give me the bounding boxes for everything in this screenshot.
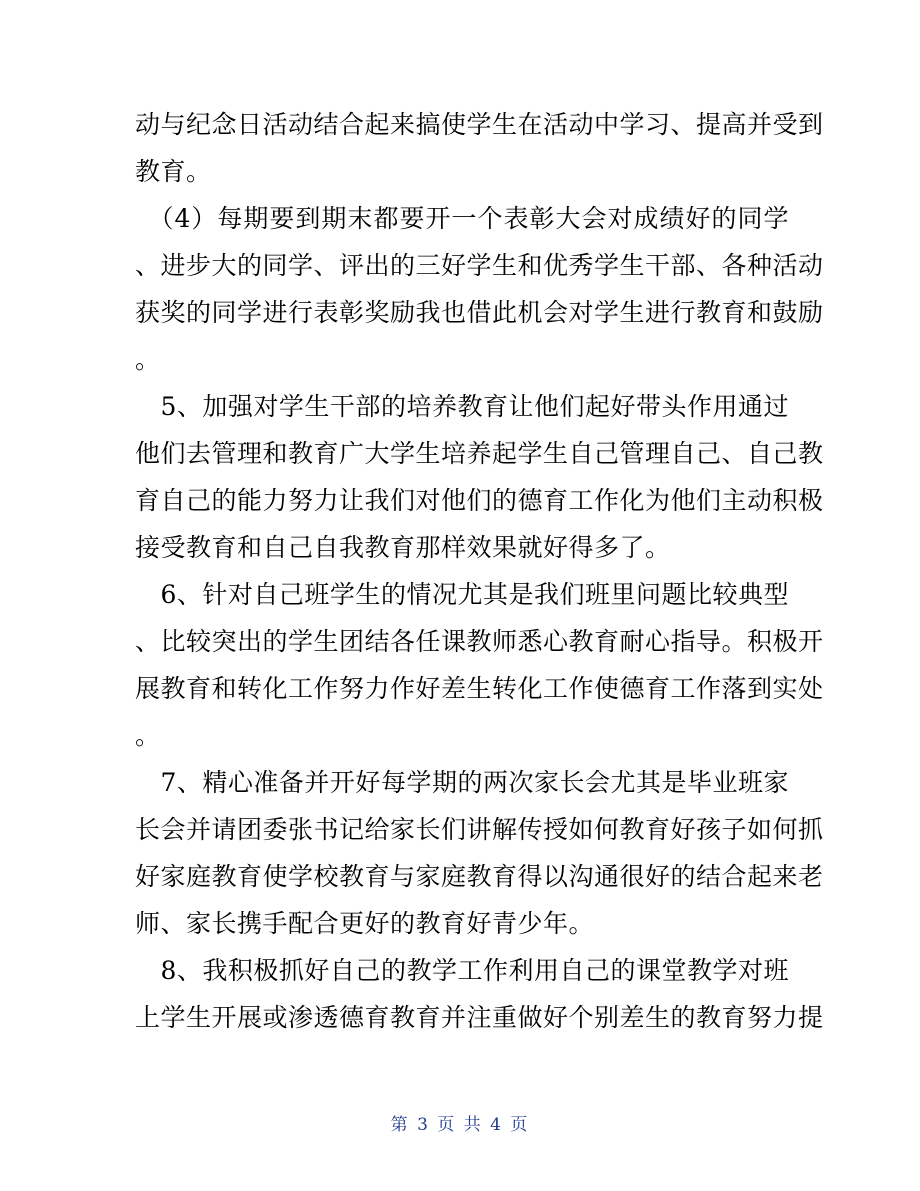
text-line: 。 <box>135 721 161 750</box>
text-line: 、进步大的同学、评出的三好学生和优秀学生干部、各种活动 <box>135 251 824 280</box>
text-line: 他们去管理和教育广大学生培养起学生自己管理自己、自己教 <box>135 439 824 468</box>
text-line: 5、加强对学生干部的培养教育让他们起好带头作用通过 <box>135 392 789 421</box>
paragraph-3 <box>135 383 824 571</box>
text-line: 师、家长携手配合更好的教育好青少年。 <box>135 909 595 938</box>
page-number-footer: 第 3 页 共 4 页 <box>390 1115 530 1135</box>
text-line: 获奖的同学进行表彰奖励我也借此机会对学生进行教育和鼓励 <box>135 298 824 327</box>
paragraph-5 <box>135 759 824 947</box>
text-line: （4）每期要到期末都要开一个表彰大会对成绩好的同学 <box>135 204 789 233</box>
text-line: 7、精心准备并开好每学期的两次家长会尤其是毕业班家 <box>135 768 789 797</box>
text-line: 。 <box>135 345 161 374</box>
text-line: 6、针对自己班学生的情况尤其是我们班里问题比较典型 <box>135 580 789 609</box>
document-body <box>135 101 824 1041</box>
text-line: 接受教育和自己自我教育那样效果就好得多了。 <box>135 533 671 562</box>
text-line: 育自己的能力努力让我们对他们的德育工作化为他们主动积极 <box>135 486 824 515</box>
paragraph-6 <box>135 947 824 1041</box>
text-line: 、比较突出的学生团结各任课教师悉心教育耐心指导。积极开 <box>135 627 824 656</box>
text-line: 长会并请团委张书记给家长们讲解传授如何教育好孩子如何抓 <box>135 815 824 844</box>
text-line: 动与纪念日活动结合起来搞使学生在活动中学习、提高并受到 <box>135 110 824 139</box>
text-line: 上学生开展或渗透德育教育并注重做好个别差生的教育努力提 <box>135 1003 824 1032</box>
text-line: 8、我积极抓好自己的教学工作利用自己的课堂教学对班 <box>135 956 789 985</box>
text-line: 教育。 <box>135 157 212 186</box>
paragraph-2 <box>135 195 824 383</box>
text-line: 好家庭教育使学校教育与家庭教育得以沟通很好的结合起来老 <box>135 862 824 891</box>
paragraph-4 <box>135 571 824 759</box>
paragraph-1 <box>135 101 824 195</box>
text-line: 展教育和转化工作努力作好差生转化工作使德育工作落到实处 <box>135 674 824 703</box>
